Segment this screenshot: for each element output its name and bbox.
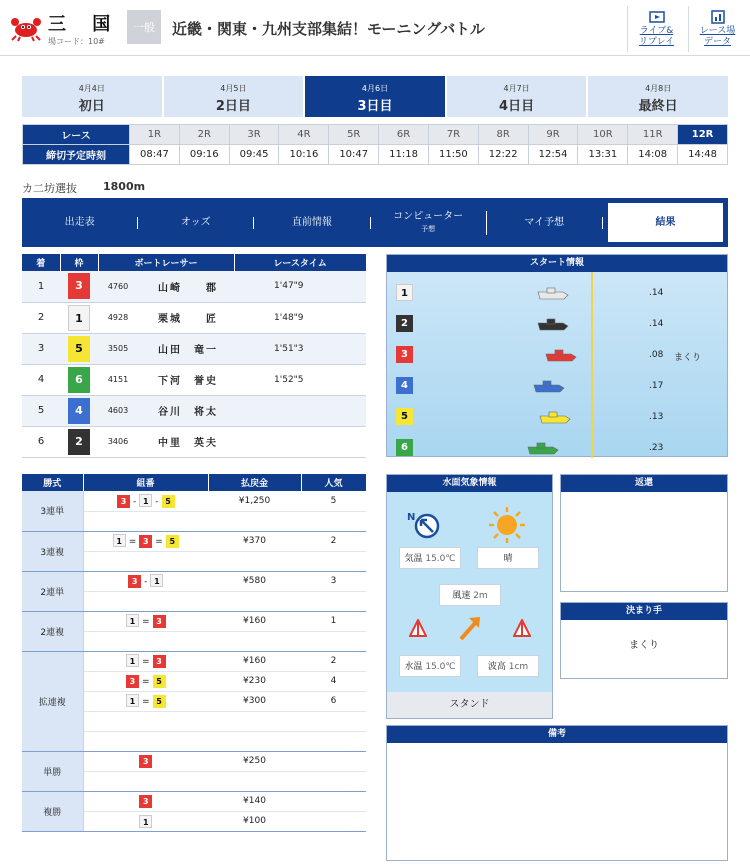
racer-reg-number: 4151 [98, 364, 138, 395]
col-race-time: レースタイム [234, 254, 366, 271]
popularity: 6 [301, 691, 366, 711]
col-position: 着 [22, 254, 60, 271]
day-date: 4月5日 [220, 84, 247, 93]
result-row [22, 364, 366, 395]
payout-row [22, 491, 366, 511]
combo-separator: = [141, 657, 150, 667]
race-tab-3[interactable]: 3R [229, 125, 279, 145]
tab-odds[interactable] [138, 217, 254, 229]
combo-separator: = [155, 537, 163, 547]
tab-label: 出走表 [64, 216, 95, 228]
race-tab-5[interactable]: 5R [329, 125, 379, 145]
buoy-right-icon [513, 619, 531, 639]
frame-number: 5 [68, 336, 90, 362]
start-kimarite: まくり [674, 353, 702, 363]
racer-name[interactable]: 山崎 郡 [138, 271, 234, 302]
tab-computer-prediction[interactable] [371, 211, 487, 235]
boat-icon [537, 317, 569, 331]
combo-boat: 1 [126, 654, 139, 667]
payout-amount: ¥300 [208, 691, 301, 711]
venue-name: 三 国 [48, 14, 121, 35]
boat-icon [527, 441, 559, 455]
racer-name[interactable]: 下河 誉史 [138, 364, 234, 395]
live-label-2: リプレイ [638, 37, 675, 47]
combo-boat: 1 [113, 534, 126, 547]
race-time: 1'51"3 [234, 333, 366, 364]
result-row [22, 395, 366, 426]
day-date: 4月7日 [503, 84, 530, 93]
combo-boat: 3 [153, 615, 166, 628]
combo-boat: 3 [117, 495, 130, 508]
tab-my-prediction[interactable] [487, 217, 603, 229]
bet-type: 単勝 [22, 751, 83, 791]
start-row [387, 339, 729, 370]
combo-boat: 1 [126, 614, 139, 627]
combination [83, 611, 208, 631]
day-tab-5[interactable] [588, 76, 728, 117]
deadline-time: 10:16 [279, 145, 329, 165]
popularity: 2 [301, 651, 366, 671]
live-replay-button[interactable] [627, 6, 685, 52]
frame-cell [60, 302, 98, 333]
tab-label: 直前情報 [291, 216, 332, 228]
finish-position: 1 [22, 271, 60, 302]
stand-label: スタンド [387, 692, 552, 718]
data-chart-icon [710, 10, 726, 24]
bet-type: 複勝 [22, 791, 83, 831]
racer-name[interactable]: 栗城 匠 [138, 302, 234, 333]
tab-entry-list[interactable] [22, 217, 138, 229]
frame-cell [60, 426, 98, 457]
col-bet-type: 勝式 [22, 474, 83, 491]
bet-type: 2連複 [22, 611, 83, 651]
racer-reg-number: 4928 [98, 302, 138, 333]
payout-amount: ¥140 [208, 791, 301, 811]
tab-label: コンピューター [393, 210, 464, 222]
day-date: 4月8日 [645, 84, 672, 93]
wind-speed-label: 風速 [452, 591, 471, 601]
start-row [387, 432, 729, 463]
race-header: レース [23, 125, 130, 145]
boat-icon [537, 286, 569, 300]
payout-amount: ¥160 [208, 611, 301, 631]
wave-height-label: 波高 [487, 662, 506, 672]
racer-name[interactable]: 中里 英夫 [138, 426, 234, 457]
start-info-panel [386, 254, 728, 457]
crab-logo-icon [10, 14, 42, 42]
kimarite-value: まくり [629, 640, 659, 651]
start-boat-number: 2 [396, 315, 413, 332]
payout-amount: ¥250 [208, 751, 301, 771]
frame-number: 6 [68, 367, 90, 393]
col-racer: ボートレーサー [98, 254, 234, 271]
north-label: N [407, 512, 416, 523]
combination [83, 811, 208, 831]
wave-height-value: 1cm [508, 662, 529, 672]
water-temp-box [399, 655, 461, 677]
result-row [22, 426, 366, 457]
day-tab-4[interactable] [447, 76, 587, 117]
day-label: 初日 [78, 99, 105, 114]
deadline-time: 09:16 [179, 145, 229, 165]
air-temp-value: 15.0℃ [425, 554, 456, 564]
payout-row [22, 651, 366, 671]
col-popularity: 人気 [301, 474, 366, 491]
combo-boat: 5 [162, 495, 175, 508]
tab-label: オッズ [180, 216, 211, 228]
racer-reg-number: 3505 [98, 333, 138, 364]
frame-number: 1 [68, 305, 90, 331]
weather-title: 水面気象情報 [387, 475, 552, 492]
combo-separator: - [155, 496, 159, 507]
frame-cell [60, 395, 98, 426]
payout-row [22, 571, 366, 591]
result-row [22, 271, 366, 302]
data-label-2: データ [703, 37, 731, 47]
race-time: 1'52"5 [234, 364, 366, 395]
start-boat-number: 5 [396, 408, 413, 425]
race-time [234, 395, 366, 426]
day-date: 4月4日 [78, 84, 105, 93]
kimarite-title: 決まり手 [561, 603, 727, 620]
race-tab-8[interactable]: 8R [478, 125, 528, 145]
start-timing: .17 [649, 381, 664, 391]
combination [83, 691, 208, 711]
water-temp-value: 15.0℃ [425, 662, 456, 672]
bet-type: 拡連複 [22, 651, 83, 751]
col-payout: 払戻金 [208, 474, 301, 491]
popularity: 3 [301, 571, 366, 591]
wind-arrow-icon [457, 613, 483, 643]
payout-amount: ¥580 [208, 571, 301, 591]
day-tabs [22, 76, 728, 117]
combo-boat: 1 [139, 494, 152, 507]
combo-separator: = [141, 676, 150, 687]
payout-row [22, 611, 366, 631]
combo-boat: 3 [139, 755, 152, 768]
remarks-title: 備考 [387, 726, 727, 743]
race-time: 1'48"9 [234, 302, 366, 333]
combination [83, 651, 208, 671]
race-tab-11[interactable]: 11R [628, 125, 678, 145]
finish-position: 6 [22, 426, 60, 457]
combo-boat: 3 [153, 655, 166, 668]
day-tab-3[interactable] [305, 76, 445, 117]
combination [83, 491, 208, 511]
deadline-time: 11:50 [428, 145, 478, 165]
payout-row [22, 791, 366, 811]
popularity: 1 [301, 611, 366, 631]
race-info-nav [22, 198, 728, 247]
race-time [234, 426, 366, 457]
deadline-header: 締切予定時刻 [23, 145, 130, 165]
combination [83, 571, 208, 591]
race-tab-2[interactable]: 2R [179, 125, 229, 145]
result-row [22, 302, 366, 333]
combo-separator: - [133, 496, 137, 507]
start-timing: .14 [649, 319, 664, 329]
race-tab-4[interactable]: 4R [279, 125, 329, 145]
combo-boat: 3 [128, 575, 141, 588]
weather-condition: 晴 [477, 547, 539, 569]
air-temp-box [399, 547, 461, 569]
start-timing: .08 [649, 350, 664, 360]
start-boat-number: 6 [396, 439, 413, 456]
combination [83, 791, 208, 811]
combo-boat: 5 [166, 535, 179, 548]
race-tab-12[interactable]: 12R [678, 125, 728, 145]
venue-code: 場コード：10# [48, 37, 105, 46]
tab-sublabel: 予想 [421, 224, 436, 233]
combo-boat: 5 [153, 695, 166, 708]
combo-boat: 3 [126, 675, 139, 688]
bet-type: 3連複 [22, 531, 83, 571]
combination [83, 531, 208, 551]
deadline-time: 14:48 [678, 145, 728, 165]
race-series-title: 近畿・関東・九州支部集結！モーニングバトル [172, 20, 485, 38]
start-boat-number: 4 [396, 377, 413, 394]
boat-icon [533, 379, 565, 393]
day-tab-2[interactable] [164, 76, 304, 117]
combination [83, 751, 208, 771]
payout-row [22, 751, 366, 771]
day-label: 4日目 [499, 99, 535, 114]
race-tab-10[interactable]: 10R [578, 125, 628, 145]
water-temp-label: 水温 [404, 662, 423, 672]
deadline-time: 12:22 [478, 145, 528, 165]
frame-cell [60, 364, 98, 395]
racer-name[interactable]: 山田 竜一 [138, 333, 234, 364]
day-label: 2日目 [215, 99, 251, 114]
frame-number: 2 [68, 429, 90, 455]
payout-table [22, 474, 367, 832]
popularity [301, 791, 366, 811]
race-distance: 1800m [103, 180, 146, 193]
popularity: 4 [301, 671, 366, 691]
payout-amount: ¥370 [208, 531, 301, 551]
combo-boat: 1 [150, 574, 163, 587]
wind-speed-value: 2m [473, 591, 488, 601]
combo-separator: - [144, 577, 148, 587]
combo-separator: = [141, 697, 150, 707]
combo-separator: = [141, 617, 150, 627]
combo-boat: 3 [139, 795, 152, 808]
day-label: 最終日 [638, 99, 678, 114]
finish-position: 3 [22, 333, 60, 364]
boat-icon [545, 348, 577, 362]
wind-speed-box [439, 584, 501, 606]
finish-position: 4 [22, 364, 60, 395]
start-row [387, 401, 729, 432]
start-info-title: スタート情報 [387, 255, 727, 272]
race-tab-7[interactable]: 7R [428, 125, 478, 145]
air-temp-label: 気温 [404, 554, 423, 564]
start-row [387, 277, 729, 308]
frame-number: 3 [68, 273, 90, 299]
wind-direction-icon [407, 509, 441, 539]
deadline-time: 08:47 [130, 145, 180, 165]
race-name: カ二坊選抜 [22, 182, 77, 195]
sun-icon [487, 505, 527, 545]
tab-label: マイ予想 [524, 216, 565, 228]
combo-boat: 3 [139, 535, 152, 548]
race-time: 1'47"9 [234, 271, 366, 302]
refund-panel [560, 474, 728, 592]
start-boat-number: 3 [396, 346, 413, 363]
tv-play-icon [649, 10, 665, 24]
day-tab-1[interactable] [22, 76, 162, 117]
deadline-time: 09:45 [229, 145, 279, 165]
deadline-time: 12:54 [528, 145, 578, 165]
kimarite-panel [560, 602, 728, 679]
race-tab-6[interactable]: 6R [379, 125, 429, 145]
col-combination: 組番 [83, 474, 208, 491]
frame-cell [60, 271, 98, 302]
bet-type: 3連単 [22, 491, 83, 531]
popularity [301, 751, 366, 771]
popularity: 2 [301, 531, 366, 551]
bet-type: 2連単 [22, 571, 83, 611]
racer-reg-number: 3406 [98, 426, 138, 457]
deadline-time: 14:08 [628, 145, 678, 165]
data-label-1: レース場 [699, 26, 736, 36]
day-label: 3日目 [357, 99, 393, 114]
racer-reg-number: 4603 [98, 395, 138, 426]
results-table [22, 254, 367, 458]
col-frame: 枠 [60, 254, 98, 271]
day-date: 4月6日 [361, 84, 389, 93]
start-row [387, 308, 729, 339]
start-row [387, 370, 729, 401]
tab-label: 結果 [655, 216, 676, 228]
payout-amount: ¥1,250 [208, 491, 301, 511]
grade-badge: 一般 [127, 10, 161, 44]
venue-data-button[interactable] [688, 6, 746, 52]
popularity: 5 [301, 491, 366, 511]
live-label-1: ライブ& [639, 26, 674, 36]
payout-amount: ¥160 [208, 651, 301, 671]
race-tab-1[interactable]: 1R [130, 125, 180, 145]
popularity [301, 811, 366, 831]
buoy-left-icon [409, 619, 427, 639]
combo-boat: 1 [139, 815, 152, 828]
finish-position: 2 [22, 302, 60, 333]
payout-amount: ¥230 [208, 671, 301, 691]
payout-row [22, 531, 366, 551]
finish-position: 5 [22, 395, 60, 426]
start-timing: .14 [649, 288, 664, 298]
combo-boat: 5 [153, 675, 166, 688]
deadline-time: 10:47 [329, 145, 379, 165]
payout-amount: ¥100 [208, 811, 301, 831]
weather-panel [386, 474, 553, 719]
tab-results[interactable] [608, 203, 723, 242]
race-selector-table [22, 124, 728, 165]
frame-cell [60, 333, 98, 364]
combo-separator: = [128, 537, 137, 547]
race-tab-9[interactable]: 9R [528, 125, 578, 145]
tab-preview[interactable] [254, 217, 370, 229]
start-timing: .13 [649, 412, 664, 422]
remarks-panel [386, 725, 728, 861]
deadline-time: 11:18 [379, 145, 429, 165]
start-boat-number: 1 [396, 284, 413, 301]
boat-icon [539, 410, 571, 424]
frame-number: 4 [68, 398, 90, 424]
wave-height-box [477, 655, 539, 677]
start-timing: .23 [649, 443, 664, 453]
refund-title: 返還 [561, 475, 727, 492]
racer-reg-number: 4760 [98, 271, 138, 302]
combination [83, 671, 208, 691]
racer-name[interactable]: 谷川 将太 [138, 395, 234, 426]
result-row [22, 333, 366, 364]
deadline-time: 13:31 [578, 145, 628, 165]
combo-boat: 1 [126, 694, 139, 707]
